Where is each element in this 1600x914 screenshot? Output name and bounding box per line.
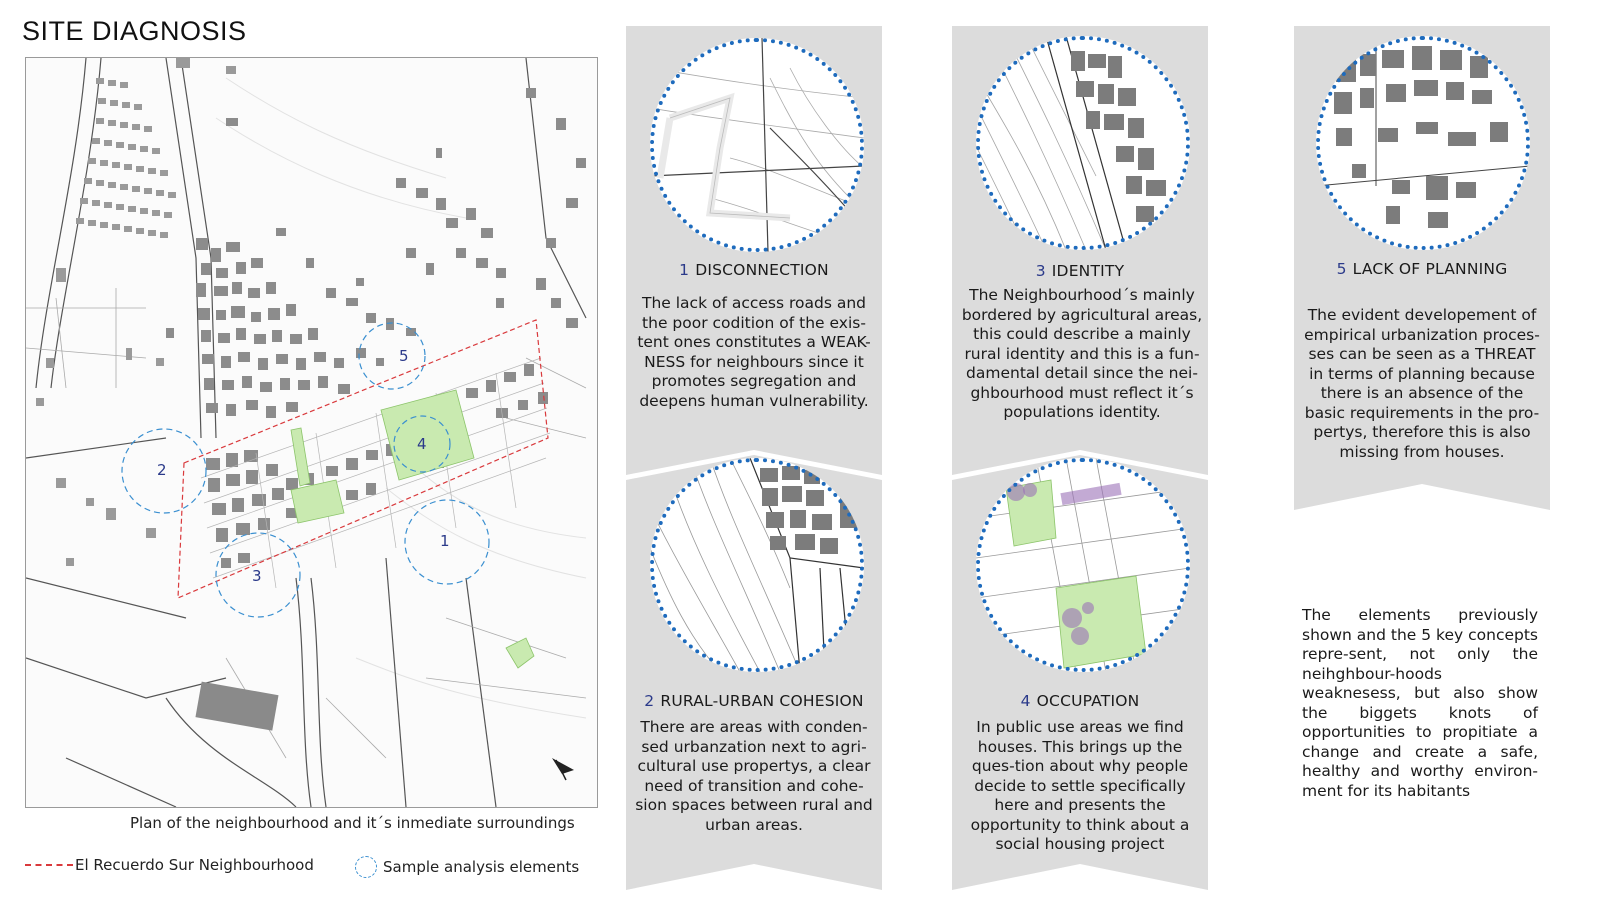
disconnection-number: 1 — [679, 261, 690, 279]
occupation-number: 4 — [1020, 692, 1031, 710]
disconnection-title — [629, 261, 879, 279]
occupation-title-text: OCCUPATION — [1036, 692, 1140, 710]
identity-text: The Neighbourhood´s mainly bordered by agricultural areas, this could describe a mainly rural identity and this is a fun-damental detail since the nei-ghbourhood must reflect it´s populations identity. — [961, 286, 1203, 421]
legend-neighbourhood-label: El Recuerdo Sur Neighbourhood — [75, 856, 314, 874]
identity-ring — [976, 36, 1190, 250]
disconnection-text: The lack of access roads and the poor codition of the exis-tent ones constitutes a WEAK-NESS for neighbours since it promotes segregation and deepens human vulnerability. — [637, 294, 871, 410]
rural-urban-title — [629, 692, 879, 710]
lack-of-planning-title — [1297, 260, 1547, 278]
legend-samples-label: Sample analysis elements — [383, 858, 580, 876]
lack-of-planning-title-text: LACK OF PLANNING — [1352, 260, 1508, 278]
rural-urban-ring — [650, 458, 864, 672]
rural-urban-title-text: RURAL-URBAN COHESION — [660, 692, 864, 710]
identity-title-text: IDENTITY — [1051, 262, 1125, 280]
identity-number: 3 — [1035, 262, 1046, 280]
lack-of-planning-text: The evident developement of empirical urbanization proces-ses can be seen as a THREAT in terms of planning because there is an absence of the basic requirements in the pro-pertys, therefore this is also missing from houses. — [1304, 306, 1540, 461]
occupation-title — [955, 692, 1205, 710]
disconnection-ring — [650, 38, 864, 252]
map-caption: Plan of the neighbourhood and it´s inmediate surroundings — [130, 814, 575, 832]
occupation-text: In public use areas we find houses. This brings up the ques-tion about why people decide to settle specifically here and presents the opportunity to think about a social housing project — [970, 718, 1190, 853]
sample-label-4: 4 — [417, 435, 427, 453]
sample-label-2: 2 — [157, 461, 167, 479]
lack-of-planning-ring — [1316, 36, 1530, 250]
disconnection-title-text: DISCONNECTION — [695, 261, 829, 279]
occupation-ring — [976, 458, 1190, 672]
rural-urban-number: 2 — [644, 692, 655, 710]
identity-title — [955, 262, 1205, 280]
page-title: SITE DIAGNOSIS — [22, 16, 247, 46]
conclusion-text: The elements previously shown and the 5 key concepts repre-sent, not only the neihghbour-hoods weaknesess, but also show the biggets knots of opportunities to propitiate a change and create a safe, healthy and worthy environ-ment for its habitants — [1302, 606, 1538, 800]
sample-label-1: 1 — [440, 532, 450, 550]
lack-of-planning-number: 5 — [1336, 260, 1347, 278]
sample-label-3: 3 — [252, 567, 262, 585]
sample-label-5: 5 — [399, 347, 409, 365]
rural-urban-text: There are areas with conden-sed urbanzation next to agri-cultural use propertys, a clear need of transition and cohe-sion spaces between rural and urban areas. — [635, 718, 873, 834]
